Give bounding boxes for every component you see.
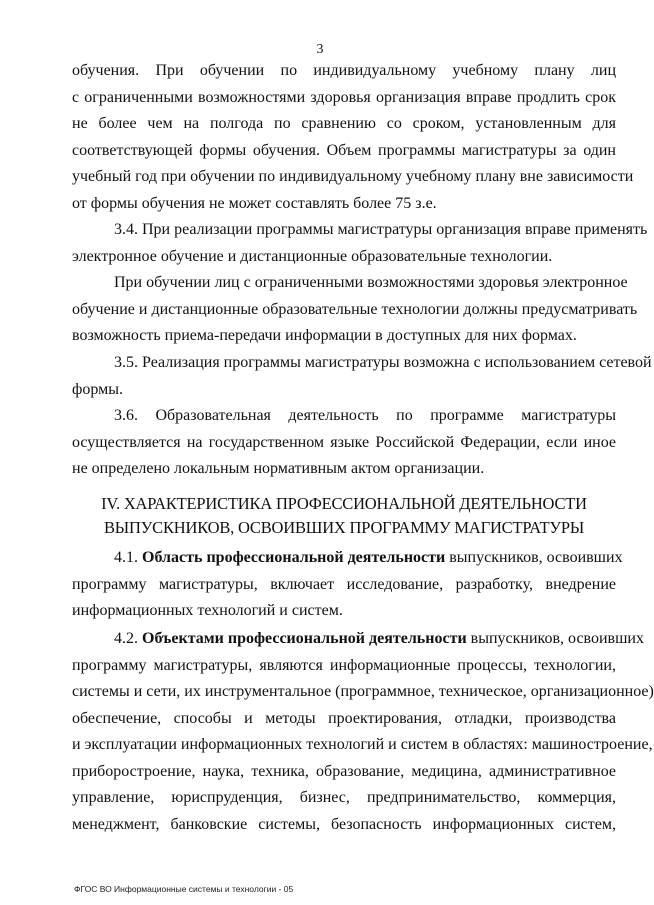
clause-number: 4.1.	[114, 549, 142, 566]
text-line: программу магистратуры, являются информационные процессы, технологии,	[72, 656, 616, 674]
text-fragment: выпускников, освоивших	[466, 630, 644, 647]
text-line: от формы обучения не может составлять более 75 з.е.	[72, 194, 437, 212]
text-line: 3.5. Реализация программы магистратуры возможна с использованием сетевой	[114, 354, 652, 371]
text-fragment: выпускников, освоивших	[445, 549, 623, 566]
page-footer: ФГОС ВО Информационные системы и технологии - 05	[74, 884, 294, 894]
text-line: и эксплуатации информационных технологий и систем в областях: машиностроение,	[72, 736, 653, 753]
page-number: 3	[316, 42, 324, 57]
text-line: обучения. При обучении по индивидуальному учебному плану лиц	[72, 62, 616, 79]
text-line: обеспечение, способы и методы проектирования, отладки, производства	[72, 709, 616, 727]
text-line: управление, юриспруденция, бизнес, предпринимательство, коммерция,	[72, 789, 616, 806]
text-line	[72, 545, 623, 572]
paragraph-1	[72, 58, 634, 217]
text-line: 3.6. Образовательная деятельность по программе магистратуры	[114, 407, 616, 424]
bold-term: Объектами профессиональной деятельности	[142, 630, 467, 647]
text-line: информационных технологий и систем.	[72, 602, 343, 619]
text-line: с ограниченными возможностями здоровья организация вправе продлить срок	[72, 88, 616, 106]
text-line: приборостроение, наука, техника, образование, медицина, административное	[72, 762, 616, 780]
paragraph-3-6	[72, 403, 616, 483]
text-line: электронное обучение и дистанционные образовательные технологии.	[72, 247, 553, 265]
paragraph-3-5	[72, 350, 652, 403]
paragraph-4-2	[72, 626, 654, 838]
text-line: не определено локальным нормативным актом организации.	[72, 460, 485, 477]
text-line: обучение и дистанционные образовательные технологии должны предусматривать	[72, 300, 638, 318]
paragraph-4-1	[72, 545, 623, 625]
section-heading-line-1: IV. ХАРАКТЕРИСТИКА ПРОФЕССИОНАЛЬНОЙ ДЕЯТЕЛЬНОСТИ	[101, 494, 587, 513]
text-line: учебный год при обучении по индивидуальному учебному плану вне зависимости	[72, 168, 634, 185]
text-line: формы.	[72, 380, 123, 398]
section-heading-line-2: ВЫПУСКНИКОВ, ОСВОИВШИХ ПРОГРАММУ МАГИСТРАТУРЫ	[103, 518, 585, 537]
paragraph-3-4	[72, 217, 648, 270]
clause-number: 4.2.	[114, 630, 142, 647]
text-line: не более чем на полгода по сравнению со сроком, установленным для	[72, 115, 616, 132]
section-heading	[72, 492, 616, 540]
text-line: соответствующей формы обучения. Объем программы магистратуры за один	[72, 141, 616, 159]
text-line	[72, 626, 644, 653]
text-line: осуществляется на государственном языке Российской Федерации, если иное	[72, 433, 616, 451]
text-line: программу магистратуры, включает исследование, разработку, внедрение	[72, 575, 616, 593]
paragraph-ovz	[72, 270, 638, 350]
bold-term: Область профессиональной деятельности	[142, 549, 446, 566]
text-line: 3.4. При реализации программы магистратуры организация вправе применять	[114, 221, 648, 238]
text-line: При обучении лиц с ограниченными возможностями здоровья электронное	[114, 274, 628, 291]
text-line: возможность приема-передачи информации в доступных для них формах.	[72, 327, 577, 344]
text-line: системы и сети, их инструментальное (программное, техническое, организационное)	[72, 683, 654, 700]
text-line: менеджмент, банковские системы, безопасность информационных систем,	[72, 815, 616, 833]
